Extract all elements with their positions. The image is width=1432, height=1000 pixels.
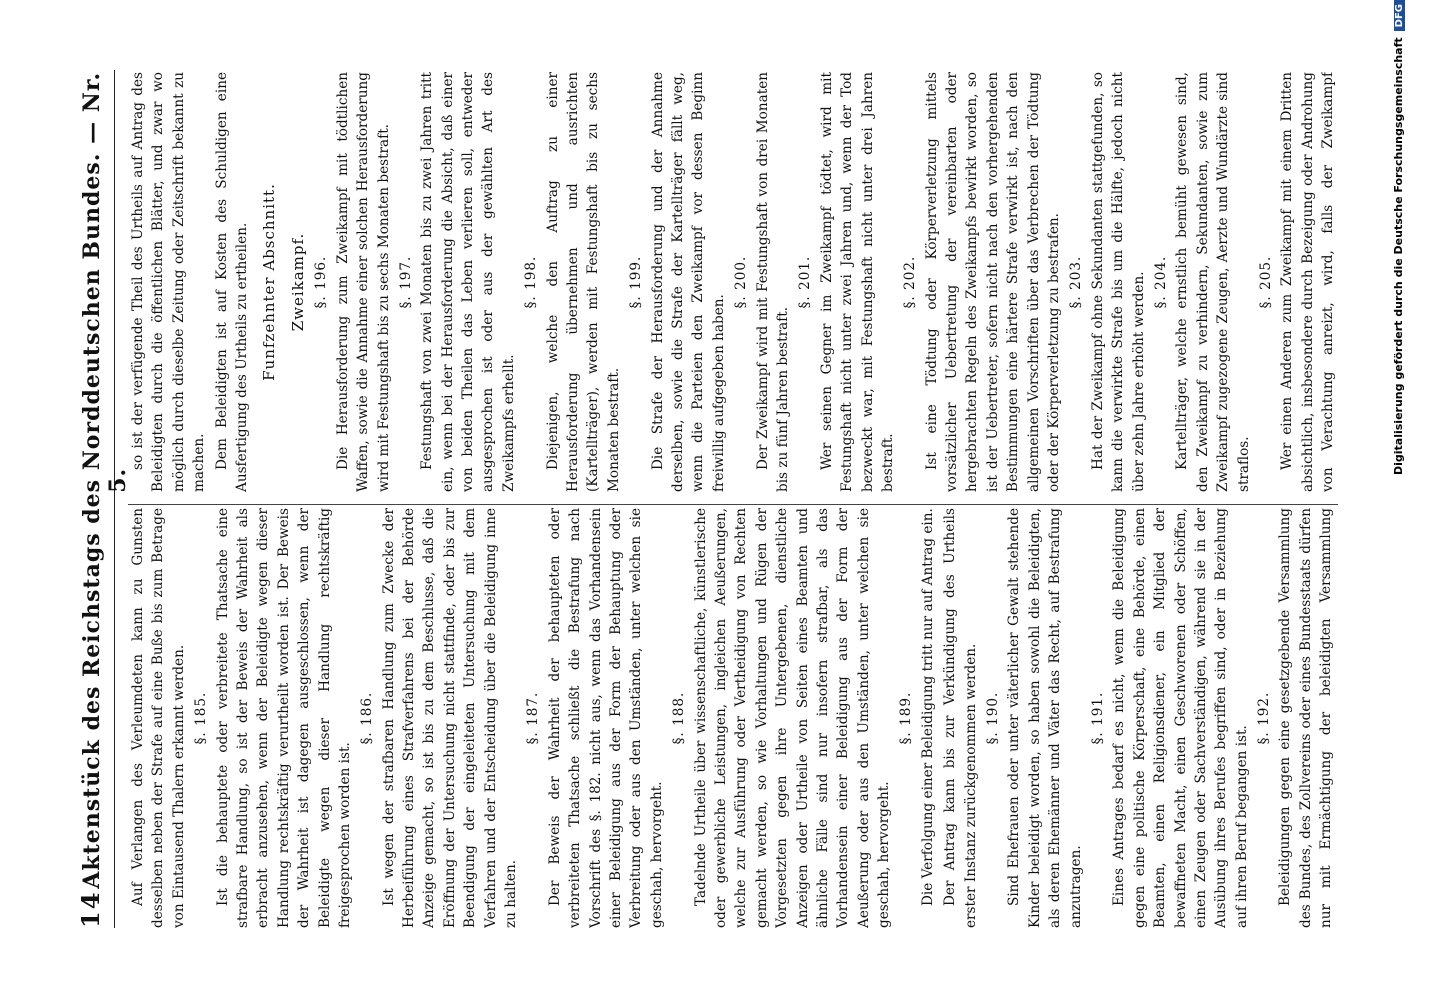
section-number: §. 187. <box>525 691 542 745</box>
paragraph: Wer einen Anderen zum Zweikampf mit einem Dritten absichtlich, insbesondere durch Bezeigung oder Androhung von Verachtung anreizt, wird, falls der Zweikampf <box>1279 72 1337 492</box>
paragraph: Hat der Zweikampf ohne Sekundanten stattgefunden, so kann die verwirkte Strafe bis um die Hälfte, jedoch nicht über zehn Jahre erhöht werden. <box>1089 72 1147 492</box>
paragraph: Die Herausforderung zum Zweikampf mit tödtlichen Waffen, sowie die Annahme einer solchen Herausforderung wird mit Festungshaft bis zu sechs Monaten bestraft. <box>334 72 392 492</box>
paragraph: Die Verfolgung einer Beleidigung tritt nur auf Antrag ein. <box>919 508 936 906</box>
section-number: §. 188. <box>671 691 688 745</box>
section-number: §. 192. <box>1256 691 1273 745</box>
section-number: §. 196. <box>313 255 330 309</box>
page-number: 14 <box>76 890 105 928</box>
credit-text: Digitalisierung gefördert durch die Deutsche Forschungsgemeinschaft <box>1392 37 1405 476</box>
paragraph: Ist wegen der strafbaren Handlung zum Zwecke der Herbeiführung eines Strafverfahrens bei der Behörde Anzeige gemacht, so ist bis zu dem Beschlusse, daß die Eröffnung der Untersuchung nicht stattfinde, oder bis zur Beendigung der eingeleiteten Untersuchung mit dem Verfahren und der Entscheidung über die Beleidigung inne zu halten. <box>380 508 520 928</box>
section-number: §. 191. <box>1089 691 1106 745</box>
section-number: §. 186. <box>359 691 376 745</box>
section-number: §. 189. <box>898 691 915 745</box>
paragraph: Der Beweis der Wahrheit der behaupteten oder verbreiteten Thatsache schließt die Bestrafung nach Vorschrift des §. 182. nicht aus, wenn das Vorhandensein einer Beleidigung aus der Form der Behauptung oder Verbreitung oder aus den Umständen, unter welchen sie geschah, hervorgeht. <box>546 508 665 928</box>
paragraph: Wer seinen Gegner im Zweikampf tödtet, wird mit Festungshaft nicht unter zwei Jahren und, wenn der Tod bezweckt war, mit Festungshaft nicht unter drei Jahren bestraft. <box>818 72 896 492</box>
section-number: §. 203. <box>1068 255 1085 309</box>
paragraph: so ist der verfügende Theil des Urtheils auf Antrag des Beleidigten durch die öffentlichen Blätter, und zwar wo möglich durch dieselbe Zeitung oder Zeitschrift bekannt zu machen. <box>130 72 208 492</box>
section-number: §. 205. <box>1257 255 1274 309</box>
chapter-heading: Funfzehnter Abschnitt. <box>260 183 279 381</box>
left-column <box>128 508 1338 928</box>
paragraph: Diejenigen, welche den Auftrag zu einer Herausforderung übernehmen und ausrichten (Kartellträger), werden mit Festungshaft bis zu sechs Monaten bestraft. <box>544 72 622 492</box>
paragraph: Beleidigungen gegen eine gesetzgebende Versammlung des Bundes, des Zollvereins oder eines Bundesstaats dürfen nur mit Ermächtigung der beleidigten Versammlung <box>1277 508 1335 928</box>
running-title <box>79 70 131 891</box>
section-number: §. 199. <box>628 255 645 309</box>
section-number: §. 190. <box>985 691 1002 745</box>
section-number: §. 200. <box>733 255 750 309</box>
paragraph: Ist die behauptete oder verbreitete Thatsache eine strafbare Handlung, so ist der Beweis der Wahrheit als erbracht anzusehen, wenn der Beleidigte wegen dieser Handlung rechtskräftig verurtheilt worden ist. Der Beweis der Wahrheit ist dagegen ausgeschlossen, wenn der Beleidigte wegen dieser Handlung rechtskräftig freigesprochen worden ist. <box>214 508 353 928</box>
section-number: §. 201. <box>797 255 814 309</box>
section-number: §. 198. <box>523 255 540 309</box>
paragraph: Der Zweikampf wird mit Festungshaft von drei Monaten bis zu fünf Jahren bestraft. <box>754 72 791 492</box>
paragraph: Sind Ehefrauen oder unter väterlicher Gewalt stehende Kinder beleidigt worden, so haben sowohl die Beleidigten, als deren Ehemänner und Väter das Recht, auf Bestrafung anzutragen. <box>1006 508 1084 928</box>
page-header <box>76 70 131 928</box>
section-number: §. 202. <box>902 255 919 309</box>
section-number: §. 197. <box>397 255 414 309</box>
dfg-logo: DFG <box>1394 0 1405 31</box>
paragraph: Dem Beleidigten ist auf Kosten des Schuldigen eine Ausfertigung des Urtheils zu ertheilen. <box>213 72 250 492</box>
paragraph: Festungshaft von zwei Monaten bis zu zwei Jahren tritt ein, wenn bei der Herausforderung die Absicht, daß einer von beiden Theilen das Leben verlieren soll, entweder ausgesprochen ist oder aus der gewählten Art des Zweikampfs erhellt. <box>419 72 517 492</box>
paragraph: Die Strafe der Herausforderung und der Annahme derselben, sowie die Strafe der Kartellträger fällt weg, wenn die Parteien den Zweikampf vor dessen Beginn freiwillig aufgegeben haben. <box>649 72 727 492</box>
section-number: §. 204. <box>1152 255 1169 309</box>
paragraph: Der Antrag kann bis zur Verkündigung des Urtheils erster Instanz zurückgenommen werden. <box>942 508 979 928</box>
right-column <box>128 72 1338 492</box>
issue-number: Nr. 5. <box>79 71 131 493</box>
title-dash: — <box>79 120 105 144</box>
section-number: §. 185. <box>193 691 210 745</box>
paragraph: Ist eine Tödtung oder Körperverletzung mittels vorsätzlicher Uebertretung der vereinbarten oder hergebrachten Regeln des Zweikampfs bewirkt worden, so ist der Uebertreter, sofern nicht nach den vorhergehenden Bestimmungen eine härtere Strafe verwirkt ist, nach den allgemeinen Vorschriften über das Verbrechen der Tödtung oder der Körperverletzung zu bestrafen. <box>923 72 1063 492</box>
chapter-heading: Zweikampf. <box>288 232 307 332</box>
running-title-text: Aktenstück des Reichstags des Norddeutschen Bundes. <box>79 152 105 889</box>
paragraph: Tadelnde Urtheile über wissenschaftliche, künstlerische oder gewerbliche Leistungen, ingleichen Aeußerungen, welche zur Ausführung oder Vertheidigung von Rechten gemacht werden, so wie Vorhaltungen und Rügen der Vorgesetzten gegen ihre Untergebenen, dienstliche Anzeigen oder Urtheile von Seiten eines Beamten und ähnliche Fälle sind nur insofern strafbar, als das Vorhandensein einer Beleidigung aus der Form der Aeußerung oder aus den Umständen, unter welchen sie geschah, hervorgeht. <box>692 508 893 928</box>
column-divider <box>128 504 1338 505</box>
paragraph: Kartellträger, welche ernstlich bemüht gewesen sind, den Zweikampf zu verhindern, Sekundanten, sowie zum Zweikampf zugezogene Zeugen, Aerzte und Wundärzte sind straflos. <box>1174 72 1252 492</box>
digitization-credit <box>1392 0 1405 1000</box>
paragraph: Eines Antrages bedarf es nicht, wenn die Beleidigung gegen eine politische Körperschaft, eine Behörde, einen Beamten, einen Religionsdiener, ein Mitglied der bewaffneten Macht, einen Geschworenen oder Schöffen, einen Zeugen oder Sachverständigen, während sie in der Ausübung ihres Berufes begriffen sind, oder in Beziehung auf ihren Beruf begangen ist. <box>1111 508 1250 928</box>
paragraph: Auf Verlangen des Verleumdeten kann zu Gunsten desselben neben der Strafe auf eine Buße bis zum Betrage von Eintausend Thalern erkannt werden. <box>130 508 187 928</box>
